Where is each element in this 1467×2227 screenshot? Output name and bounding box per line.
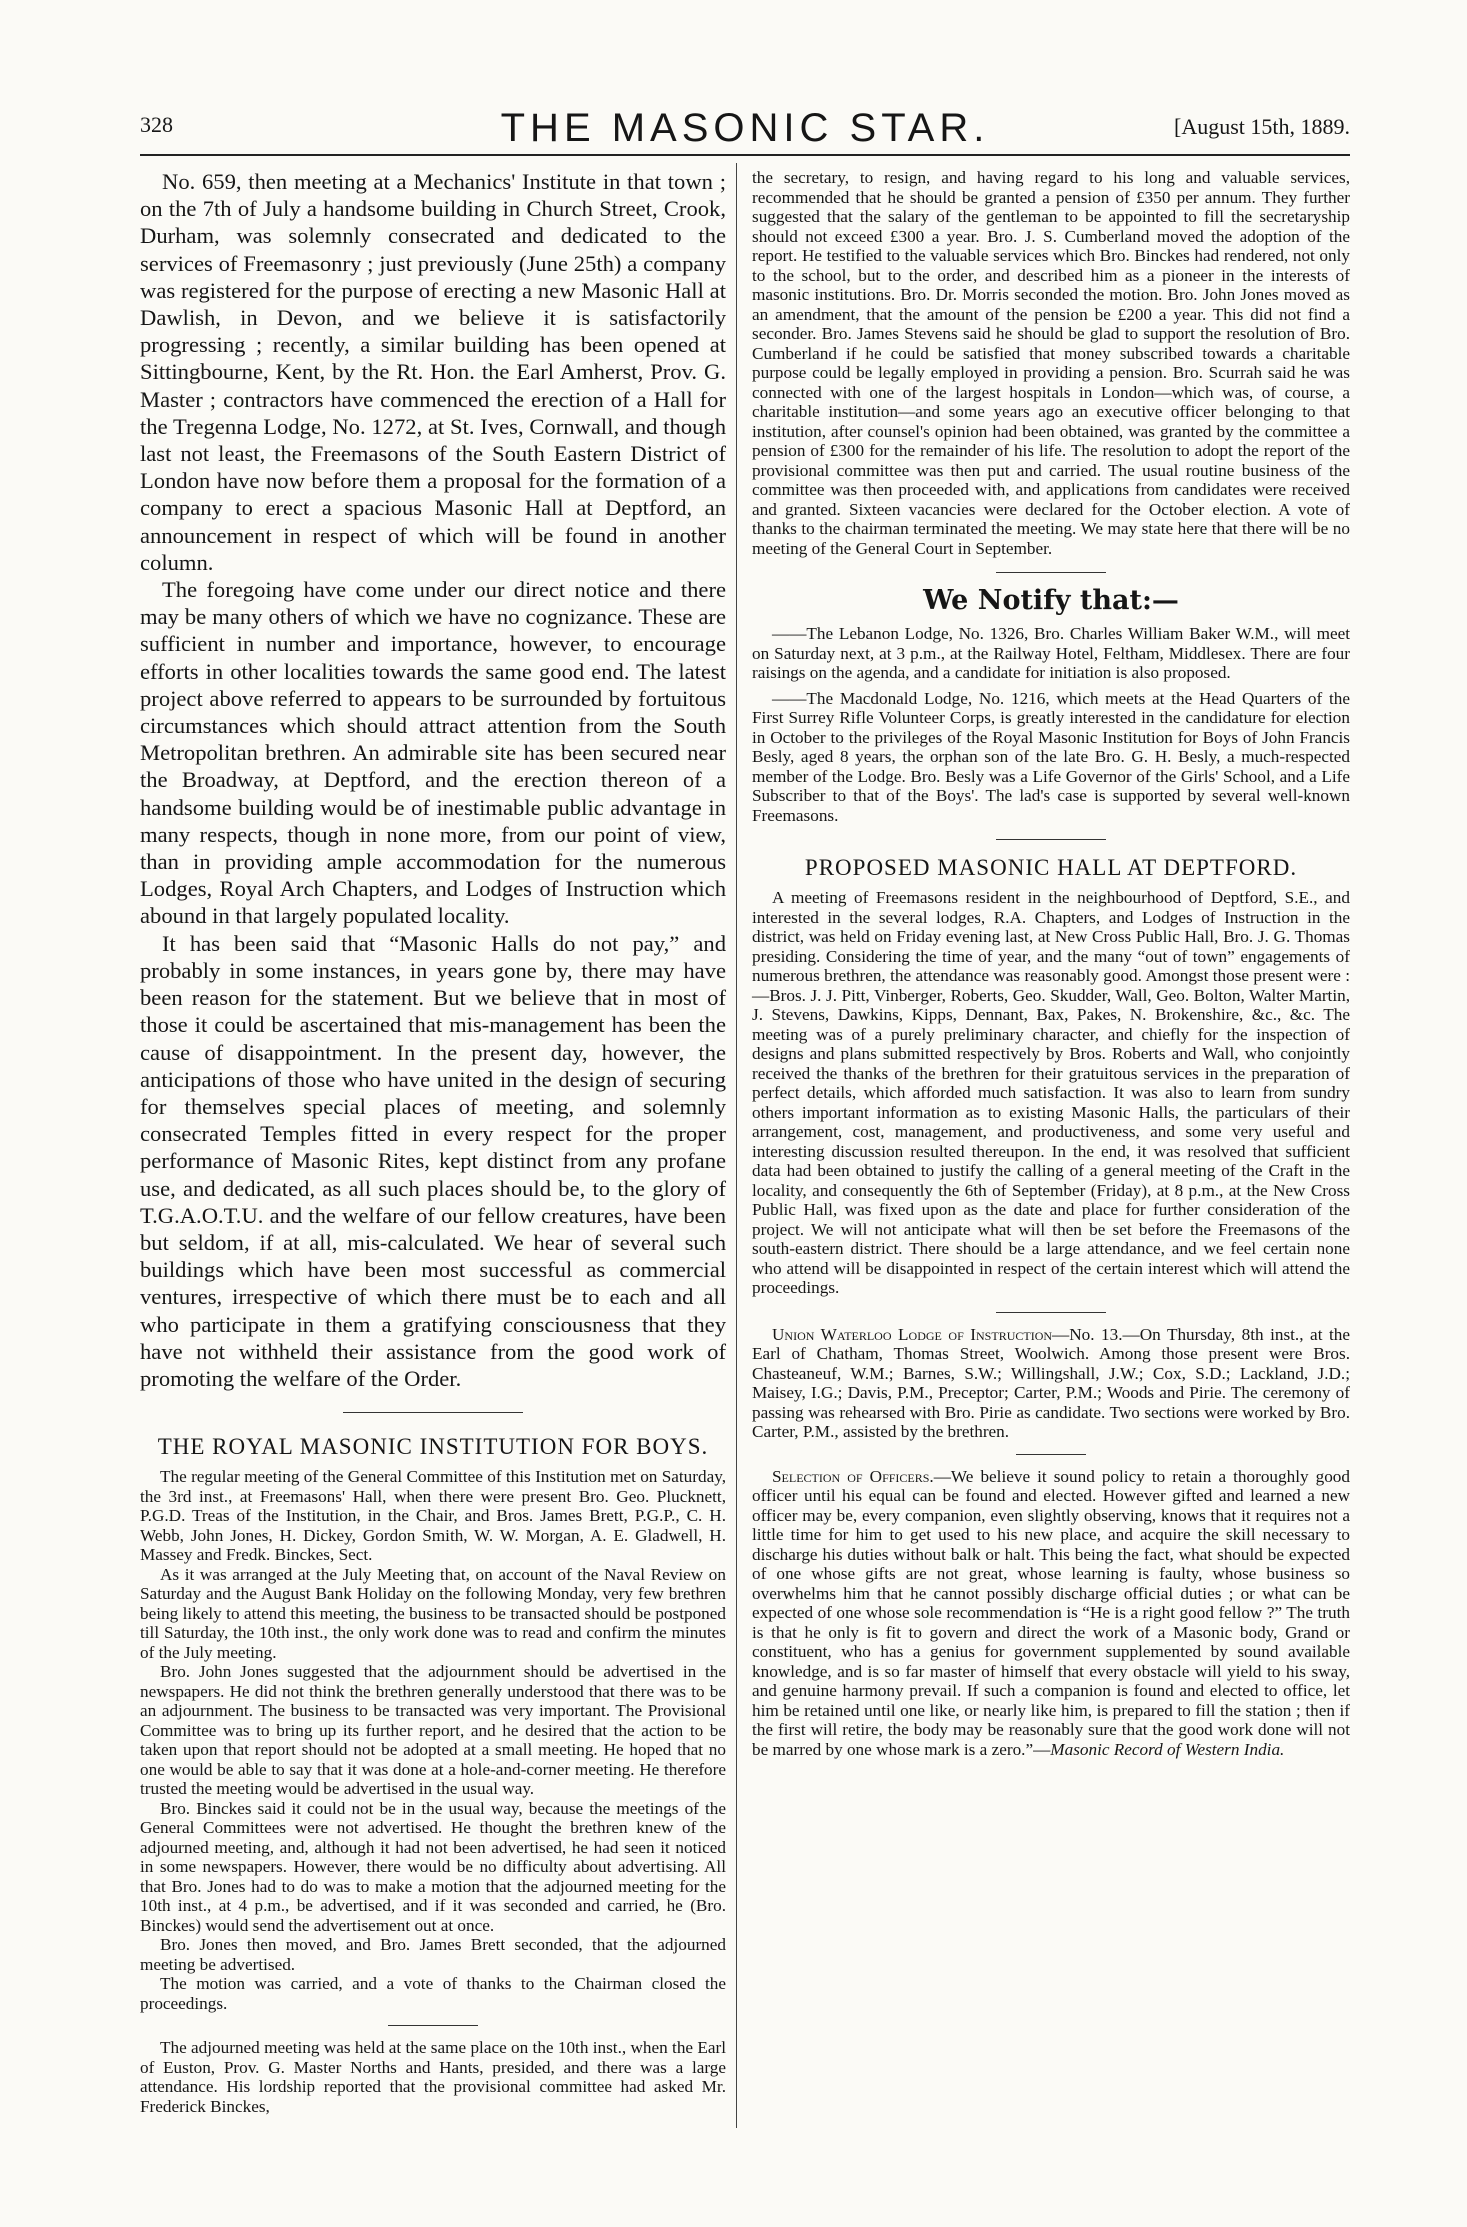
notify-heading: We Notify that:— (923, 585, 1179, 616)
notify-item: ——The Lebanon Lodge, No. 1326, Bro. Charles William Baker W.M., will meet on Saturday next, at 3 p.m., at the Railway Hotel, Feltham, Middlesex. There are four raisings on the agenda, and a candidate for initiation is also proposed. (752, 624, 1350, 682)
deptford-article (752, 888, 1350, 1298)
notify-item: ——The Macdonald Lodge, No. 1216, which meets at the Head Quarters of the First Surrey Rifle Volunteer Corps, is greatly interested in the candidature for election in October to the privileges of the Royal Masonic Institution for Boys of John Francis Besly, aged 8 years, the orphan son of the late Bro. G. H. Besly, a much-respected member of the Lodge. Bro. Besly was a Life Governor of the Girls' School, and a Life Subscriber to that of the Boys'. The lad's case is supported by several well-known Freemasons. (752, 688, 1350, 825)
section-divider (996, 572, 1106, 573)
left-column (140, 168, 726, 2116)
rmib-paragraph: The regular meeting of the General Committee of this Institution met on Saturday, the 3rd inst., at Freemasons' Hall, when there were present Bro. Geo. Plucknett, P.G.D. Treas of the Institution, in the Chair, and Bros. James Brett, P.G.P., C. H. Webb, John Jones, H. Dickey, Gordon Smith, W. W. Morgan, A. E. Gladwell, H. Massey and Fredk. Binckes, Sect. (140, 1467, 726, 1565)
section-divider (996, 1312, 1106, 1313)
page-number: 328 (140, 112, 173, 137)
rmib-continued (752, 168, 1350, 558)
rmib-paragraph: As it was arranged at the July Meeting that, on account of the Naval Review on Saturday and the August Bank Holiday on the following Monday, very few brethren being likely to attend this meeting, the business to be transacted should be postponed till Saturday, the 10th inst., the only work done was to read and confirm the minutes of the July meeting. (140, 1564, 726, 1662)
page-header (140, 106, 1350, 152)
right-column (752, 168, 1350, 1759)
section-divider (1016, 1454, 1086, 1455)
rmib-paragraph: Bro. Jones then moved, and Bro. James Brett seconded, that the adjourned meeting be advertised. (140, 1935, 726, 1974)
rmib-continued-paragraph: the secretary, to resign, and having regard to his long and valuable services, recommended that he should be granted a pension of £350 per annum. They further suggested that the salary of the gentleman to be appointed to fill the secretaryship should not exceed £300 a year. Bro. J. S. Cumberland moved the adoption of the report. He testified to the valuable services which Bro. Binckes had rendered, not only to the school, but to the order, and described him as a pioneer in the interests of masonic institutions. Bro. Dr. Morris seconded the motion. Bro. John Jones moved as an amendment, that the amount of the pension be £200 a year. This did not find a seconder. Bro. James Stevens said he should be glad to support the resolution of Bro. Cumberland if he could be satisfied that money subscribed towards a charitable purpose could be legally employed in providing a pension. Bro. Scurrah said he was connected with one of the largest hospitals in London—which was, of course, a charitable institution—and some years ago an executive officer belonging to that institution, after counsel's opinion had been obtained, was granted by the committee a pension of £300 for the remainder of his life. The resolution to adopt the report of the provisional committee was then put and carried. The usual routine business of the committee was then proceeded with, and applications from candidates were received and granted. Sixteen vacancies were declared for the October election. A vote of thanks to the chairman terminated the meeting. We may state here that there will be no meeting of the General Court in September. (752, 168, 1350, 558)
masthead-title: THE MASONIC STAR. (500, 106, 990, 150)
lodge-report-paragraph (752, 1325, 1350, 1442)
section-divider (996, 839, 1106, 840)
rmib-paragraph: The motion was carried, and a vote of thanks to the Chairman closed the proceedings. (140, 1974, 726, 2013)
deptford-paragraph: A meeting of Freemasons resident in the neighbourhood of Deptford, S.E., and interested in the several lodges, R.A. Chapters, and Lodges of Instruction in the district, was held on Friday evening last, at New Cross Public Hall, Bro. J. G. Thomas presiding. Considering the time of year, and the many “out of town” engagements of numerous brethren, the attendance was reasonably good. Amongst those present were :—Bros. J. J. Pitt, Vinberger, Roberts, Geo. Skudder, Wall, Geo. Bolton, Walter Martin, J. Stevens, Dawkins, Kipps, Dennant, Bax, Pakes, N. Brokenshire, &c., &c. The meeting was of a purely preliminary character, and chiefly for the inspection of designs and plans submitted respectively by Bros. Roberts and Wall, who conjointly received the thanks of the brethren for their gratuitous services in the preparation of perfect details, which afforded much satisfaction. It was also to learn from sundry others important information as to existing Masonic Halls, the particulars of their arrangement, cost, management, and productiveness, and some very useful and interesting discussion resulted thereupon. In the end, it was resolved that sufficient data had been obtained to justify the calling of a general meeting of the Craft in the locality, and consequently the 6th of September (Friday), at 8 p.m., at the New Cross Public Hall, was fixed upon as the date and place for further consideration of the project. We will not anticipate what will then be set before the Freemasons of the south-eastern district. There should be a large attendance, and we feel certain none who attend will be disappointed in respect of the certain interest which will attend the proceedings. (752, 888, 1350, 1297)
section-divider (343, 1412, 523, 1413)
editorial-paragraph: No. 659, then meeting at a Mechanics' Institute in that town ; on the 7th of July a handsome building in Church Street, Crook, Durham, was solemnly consecrated and dedicated to the services of Freemasonry ; just previously (June 25th) a company was registered for the purpose of erecting a new Masonic Hall at Dawlish, in Devon, and we believe it is satisfactorily progressing ; recently, a similar building has been opened at Sittingbourne, Kent, by the Rt. Hon. the Earl Amherst, Prov. G. Master ; contractors have commenced the erection of a Hall for the Tregenna Lodge, No. 1272, at St. Ives, Cornwall, and though last not least, the Freemasons of the South Eastern District of London have now before them a proposal for the formation of a company to erect a spacious Masonic Hall at Deptford, an announcement in respect of which will be found in another column. (140, 169, 726, 575)
column-divider (736, 163, 737, 2128)
lodge-report-lead: Union Waterloo Lodge of Instruction (772, 1324, 1053, 1344)
editorial-article (140, 168, 726, 1392)
selection-article (752, 1467, 1350, 1760)
selection-paragraph (752, 1467, 1350, 1760)
notify-section (752, 624, 1350, 825)
lodge-report-body: —No. 13.—On Thursday, 8th inst., at the Earl of Chatham, Thomas Street, Woolwich. Among those present were Bros. Chasteaneuf, W.M.; Barnes, S.W.; Willingshall, J.W.; Cox, S.D.; Lackland, J.D.; Maisey, I.G.; Davis, P.M., Preceptor; Carter, P.M.; Woods and Pirie. The ceremony of passing was rehearsed with Bro. Pirie as candidate. Two sections were worked by Bro. Carter, P.M., assisted by the brethren. (752, 1324, 1350, 1441)
selection-body: —We believe it sound policy to retain a thoroughly good officer until his equal can be found and elected. However gifted and learned a new officer may be, every companion, even slightly observing, knows that it requires not a little time for him to get used to his new place, and acquire the skill necessary to discharge his duties without balk or halt. This being the fact, what should be expected of one whose gifts are not great, whose learning is faulty, whose business so overwhelms him that he cannot possibly discharge official duties ; or what can be expected of one whose sole recommendation is “He is a right good fellow ?” The truth is that he only is fit to govern and direct the work of a Masonic body, Grand or constituent, who has a genius for government supplemented by sound available knowledge, and is so far master of himself that every obstacle will yield to his sway, and genuine harmony prevail. If such a companion is found and elected to office, let him be retained until one like, or nearly like him, is prepared to fill the station ; then if the first will retire, the body may be reasonably sure that the good work done will not be marred by one whose mark is a zero.”— (752, 1466, 1350, 1759)
rmib-paragraph: Bro. Binckes said it could not be in the usual way, because the meetings of the General Committees were not advertised. He thought the brethren knew of the adjourned meeting, and, although it had not been advertised, he had seen it noticed in some newspapers. However, there would be no difficulty about advertising. All that Bro. Jones had to do was to make a motion that the adjourned meeting for the 10th inst., at 4 p.m., be advertised, and if it was seconded and carried, he (Bro. Binckes) would send the advertisement out at once. (140, 1798, 726, 1935)
deptford-heading: PROPOSED MASONIC HALL AT DEPTFORD. (804, 855, 1298, 880)
rmib-heading: THE ROYAL MASONIC INSTITUTION FOR BOYS. (157, 1434, 709, 1460)
header-rule (140, 154, 1350, 156)
selection-lead: Selection of Officers. (772, 1466, 934, 1486)
paragraph-divider (388, 2025, 478, 2026)
selection-source: Masonic Record of Western India. (1050, 1739, 1285, 1759)
editorial-paragraph: The foregoing have come under our direct notice and there may be many others of which we have no cognizance. These are sufficient in number and importance, however, to encourage efforts in other localities towards the same good end. The latest project above referred to appears to be surrounded by fortuitous circumstances which should attract attention from the South Metropolitan brethren. An admirable site has been secured near the Broadway, at Deptford, and the erection thereon of a handsome building would be of inestimable public advantage in many respects, though in none more, from our point of view, than in providing ample accommodation for the numerous Lodges, Royal Arch Chapters, and Lodges of Instruction which abound in that largely populated locality. (140, 577, 726, 929)
issue-date: [August 15th, 1889. (1174, 114, 1350, 139)
rmib-paragraph: Bro. John Jones suggested that the adjournment should be advertised in the newspapers. He did not think the brethren generally understood that there was to be an adjournment. The business to be transacted was very important. The Provisional Committee was to bring up its further report, and he desired that the action to be taken upon that report should not be adopted at a small meeting. He hoped that no one would be able to say that it was done at a hole-and-corner meeting. He therefore trusted the meeting would be advertised in the usual way. (140, 1662, 726, 1799)
rmib-paragraph: The adjourned meeting was held at the same place on the 10th inst., when the Earl of Euston, Prov. G. Master Norths and Hants, presided, and there was a large attendance. His lordship reported that the provisional committee had asked Mr. Frederick Binckes, (140, 2038, 726, 2116)
rmib-article (140, 1467, 726, 2116)
editorial-paragraph: It has been said that “Masonic Halls do not pay,” and probably in some instances, in years gone by, there may have been reason for the statement. But we believe that in most of those it could be ascertained that mis-management has been the cause of disappointment. In the present day, however, the anticipations of those who have united in the design of securing for themselves special places of meeting, and solemnly consecrated Temples fitted in every respect for the proper performance of Masonic Rites, kept distinct from any profane use, and dedicated, as all such places should be, to the glory of T.G.A.O.T.U. and the welfare of our fellow creatures, have been but seldom, if at all, mis-calculated. We hear of several such buildings which have been most successful as commercial ventures, irrespective of which there must be to each and all who participate in them a gratifying consciousness that they have not withheld their assistance from the good work of promoting the welfare of the Order. (140, 930, 726, 1391)
lodge-report (752, 1325, 1350, 1442)
